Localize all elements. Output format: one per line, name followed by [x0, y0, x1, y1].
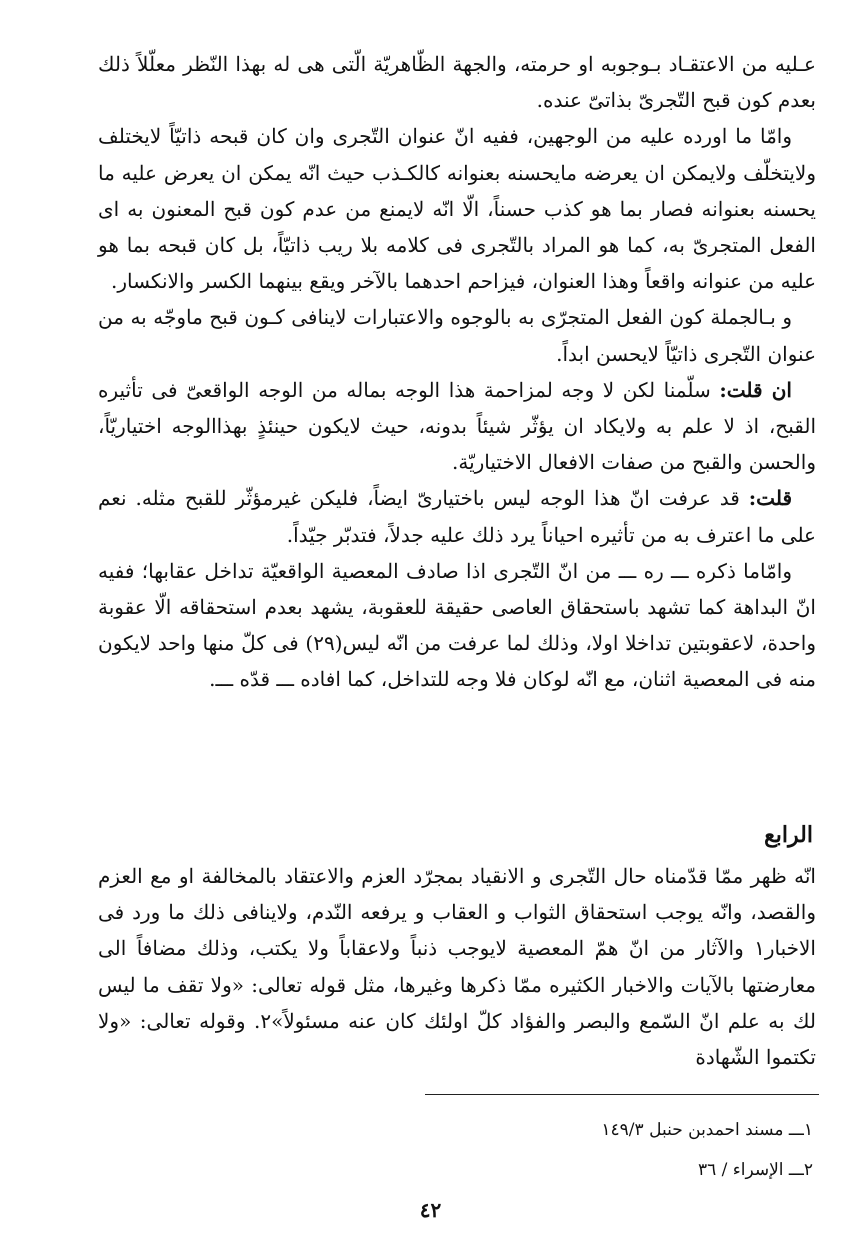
paragraph-6-text: وامّاما ذكره ـــ ره ـــ من انّ التّجرى اذا صادف المعصية الواقعيّة تداخل عقابها؛ ففيه انّ البداهة كما تشهد باستحقاق العاصى حقيقة للعقوبة، يشهد بعدم استحقاقه الّا عقوبة واحدة، لاعقوبتين تداخلا اولا، وذلك لما عرفت من انّه ليس(٢٩) فى كلّ منها واحد لايكون منه فى المعصية اثنان، مع انّه لوكان فلا وجه للتداخل، كما افاده ـــ قدّه ـــ.	[98, 558, 817, 692]
reply-label: قلت:	[748, 486, 792, 511]
paragraph-2	[98, 118, 816, 299]
paragraph-5	[98, 480, 816, 552]
footnotes	[483, 1110, 813, 1190]
objection-label: ان قلت:	[719, 377, 792, 402]
paragraph-1-text: عـليه من الاعتقـاد بـوجوبه او حرمته، والجهة الظّاهريّة الّتى هى له بهذا النّظر معلّلاً ذلك بعدم كون قبح التّجرىّ بذاتىّ عنده.	[98, 52, 816, 113]
section-paragraph: انّه ظهر ممّا قدّمناه حال التّجرى و الانقياد بمجرّد العزم والاعتقاد بالمخالفة او مع العزم والقصد، وانّه يوجب استحقاق الثواب و العقاب و يرفعه النّدم، ولاينافى ذلك ما ورد فى الاخبار١ والآثار من انّ همّ المعصية لايوجب ذنباً ولاعقاباً ولا يكتب، وذلك مضافاً الى معارضتها بالآيات والاخبار الكثيره ممّا ذكرها وغيرها، مثل قوله تعالى: «ولا تقف ما ليس لك به علم انّ السّمع والبصر والفؤاد كلّ اولئك كان عنه مسئولاً»٢. وقوله تعالى: «ولا تكتموا الشّهادة	[98, 864, 816, 1070]
footnote-1: ١ـــ مسند احمدبن حنبل ١٤٩/٣	[601, 1120, 813, 1140]
paragraph-3-text: و بـالجملة كون الفعل المتجرّى به بالوجوه والاعتبارات لاينافى كـون قبح ماوجّه به من عنوان التّجرى ذاتيّاً لايحسن ابداً.	[98, 305, 816, 366]
main-text-block	[98, 46, 816, 698]
paragraph-4-text: سلّمنا لكن لا وجه لمزاحمة هذا الوجه بماله من الوجه الواقعىّ فى تأثيره القبح، اذ لا علم به ولايكاد ان يؤثّر شيئاً بدونه، حيث لايكون حينئذٍ بهذاالوجه اختياريّاً، والحسن والقبح من صفات الافعال الاختياريّة.	[98, 377, 816, 475]
section-text-block	[98, 858, 816, 1075]
paragraph-5-text: قد عرفت انّ هذا الوجه ليس باختيارىّ ايضاً، فليكن غيرمؤثّر للقبح مثله. نعم على ما اعترف به من تأثيره احياناً يرد ذلك عليه جدلاً، فتدبّر جيّداً.	[98, 486, 816, 547]
page-number: ٤٢	[419, 1198, 442, 1222]
paragraph-4	[98, 372, 816, 481]
section-heading: الرابع	[764, 822, 813, 848]
paragraph-2-text: وامّا ما اورده عليه من الوجهين، ففيه انّ عنوان التّجرى وان كان قبحه ذاتيّاً لايختلف ولايتخلّف ولايمكن ان يعرضه مايحسنه بعنوانه كالكـذب حيث انّه يمكن ان يعرض عليه ما يحسنه بعنوانه فصار بما هو كذب حسناً، الّا انّه لايمنع من عدم كون قبح المعنون به اى الفعل المتجرىّ به، كما هو المراد بالتّجرى فى كلامه بلا ريب ذاتيّاً، بل كان قبحه بما هو عليه من عنوانه واقعاً وهذا العنوان، فيزاحم احدهما بالآخر ويقع بينهما الكسر والانكسار.	[98, 124, 816, 294]
footnote-2: ٢ـــ الإسراء / ٣٦	[697, 1160, 813, 1180]
footnote-divider	[425, 1094, 819, 1095]
paragraph-1	[98, 46, 816, 118]
paragraph-3	[98, 299, 816, 371]
paragraph-6	[98, 553, 816, 698]
